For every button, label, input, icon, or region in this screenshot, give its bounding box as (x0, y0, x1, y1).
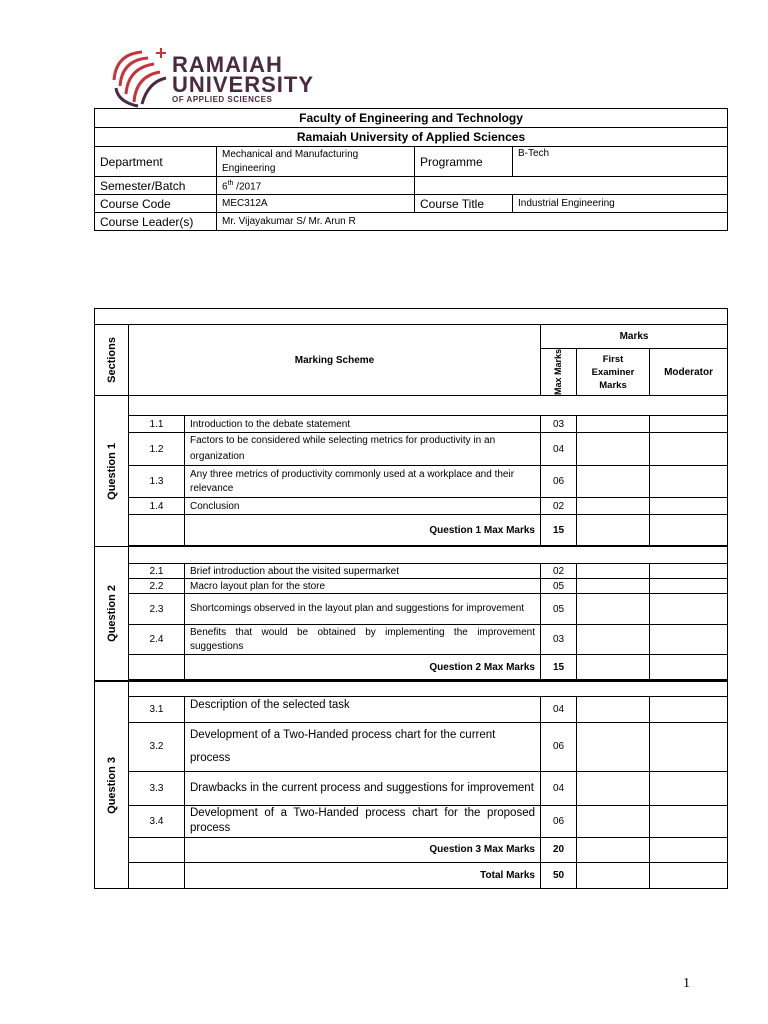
moderator-cell (650, 416, 728, 433)
item-text: Description of the selected task (185, 696, 541, 722)
question-3-total-label: Question 3 Max Marks (185, 837, 541, 862)
item-marks: 06 (541, 466, 577, 498)
table-top-spacer (95, 309, 728, 325)
item-text: Macro layout plan for the store (185, 579, 541, 594)
item-text: Benefits that would be obtained by implementing the improvement suggestions (185, 625, 541, 655)
first-examiner-cell (577, 805, 650, 837)
item-number: 3.4 (129, 805, 185, 837)
item-number: 3.2 (129, 722, 185, 771)
moderator-cell (650, 594, 728, 625)
semester-sup: th (227, 180, 234, 187)
table-row (95, 466, 728, 498)
page-number: 1 (683, 976, 690, 991)
item-marks: 06 (541, 722, 577, 771)
table-row (95, 722, 728, 771)
question-1-total-label: Question 1 Max Marks (185, 515, 541, 546)
first-examiner-cell (577, 771, 650, 805)
first-examiner-cell (577, 837, 650, 862)
item-text: Conclusion (185, 498, 541, 515)
question-2-total-label: Question 2 Max Marks (185, 655, 541, 680)
moderator-cell (650, 655, 728, 680)
item-marks: 05 (541, 579, 577, 594)
empty-cell (415, 177, 728, 195)
item-number: 1.3 (129, 466, 185, 498)
marks-header: Marks (541, 325, 728, 349)
first-examiner-cell (577, 655, 650, 680)
marking-scheme-header: Marking Scheme (129, 325, 541, 396)
course-leader-value: Mr. Vijayakumar S/ Mr. Arun R (217, 213, 728, 231)
question-1-total-row (95, 515, 728, 546)
question-1-spacer (129, 396, 728, 416)
item-marks: 02 (541, 564, 577, 579)
moderator-cell (650, 515, 728, 546)
department-label: Department (95, 147, 217, 177)
programme-value: B-Tech (513, 147, 728, 177)
moderator-cell (650, 466, 728, 498)
question-3-section (95, 681, 129, 889)
question-3-label: Question 3 (105, 756, 118, 814)
item-number: 2.3 (129, 594, 185, 625)
empty-cell (129, 862, 185, 888)
item-marks: 03 (541, 416, 577, 433)
item-number: 3.1 (129, 696, 185, 722)
semester-value (217, 177, 415, 195)
item-marks: 03 (541, 625, 577, 655)
first-examiner-cell (577, 594, 650, 625)
course-info-table (94, 108, 728, 231)
course-title-value: Industrial Engineering (513, 195, 728, 213)
moderator-cell (650, 805, 728, 837)
item-marks: 04 (541, 433, 577, 466)
first-examiner-cell (577, 579, 650, 594)
moderator-header: Moderator (650, 349, 728, 396)
question-3-total: 20 (541, 837, 577, 862)
moderator-cell (650, 498, 728, 515)
table-row (95, 805, 728, 837)
first-examiner-cell (577, 722, 650, 771)
table-row (95, 771, 728, 805)
semester-rest: /2017 (233, 181, 262, 193)
item-text: Factors to be considered while selecting metrics for productivity in an organization (185, 433, 541, 466)
item-text: Shortcomings observed in the layout plan and suggestions for improvement (185, 594, 541, 625)
empty-cell (129, 837, 185, 862)
table-row (95, 579, 728, 594)
table-row (95, 594, 728, 625)
faculty-title: Faculty of Engineering and Technology (95, 109, 728, 128)
first-examiner-cell (577, 564, 650, 579)
first-examiner-cell (577, 498, 650, 515)
empty-cell (129, 515, 185, 546)
table-row (95, 564, 728, 579)
moderator-cell (650, 696, 728, 722)
empty-cell (129, 655, 185, 680)
first-examiner-cell (577, 466, 650, 498)
programme-label: Programme (415, 147, 513, 177)
sections-header-text: Sections (105, 337, 118, 383)
moderator-cell (650, 862, 728, 888)
item-number: 2.4 (129, 625, 185, 655)
semester-num: 6 (222, 181, 228, 193)
first-examiner-cell (577, 696, 650, 722)
item-number: 2.2 (129, 579, 185, 594)
question-1-section (95, 396, 129, 547)
university-title: Ramaiah University of Applied Sciences (95, 128, 728, 147)
table-row (95, 625, 728, 655)
semester-label: Semester/Batch (95, 177, 217, 195)
moderator-cell (650, 433, 728, 466)
first-examiner-cell (577, 625, 650, 655)
grand-total-row (95, 862, 728, 888)
question-3-total-row (95, 837, 728, 862)
course-title-label: Course Title (415, 195, 513, 213)
item-text: Drawbacks in the current process and suggestions for improvement (185, 771, 541, 805)
item-marks: 06 (541, 805, 577, 837)
course-code-value: MEC312A (217, 195, 415, 213)
course-code-label: Course Code (95, 195, 217, 213)
item-text: Brief introduction about the visited supermarket (185, 564, 541, 579)
table-row (95, 416, 728, 433)
moderator-cell (650, 579, 728, 594)
logo-text-ramaiah: RAMAIAH (172, 52, 283, 77)
first-examiner-header: First Examiner Marks (577, 349, 650, 396)
marking-scheme-table (94, 308, 728, 889)
max-marks-header (541, 349, 577, 396)
item-text: Development of a Two-Handed process chart for the current process (185, 722, 541, 771)
first-examiner-cell (577, 515, 650, 546)
item-text: Introduction to the debate statement (185, 416, 541, 433)
item-marks: 02 (541, 498, 577, 515)
moderator-cell (650, 837, 728, 862)
grand-total-label: Total Marks (185, 862, 541, 888)
item-text: Development of a Two-Handed process chart for the proposed process (185, 805, 541, 837)
item-marks: 04 (541, 771, 577, 805)
question-3-spacer (129, 681, 728, 696)
question-1-total: 15 (541, 515, 577, 546)
item-number: 1.1 (129, 416, 185, 433)
logo-text-university: UNIVERSITY (172, 72, 315, 97)
moderator-cell (650, 722, 728, 771)
item-marks: 04 (541, 696, 577, 722)
moderator-cell (650, 564, 728, 579)
item-marks: 05 (541, 594, 577, 625)
table-row (95, 433, 728, 466)
grand-total: 50 (541, 862, 577, 888)
first-examiner-cell (577, 862, 650, 888)
question-2-total-row (95, 655, 728, 680)
question-2-total: 15 (541, 655, 577, 680)
question-1-label: Question 1 (105, 442, 118, 500)
max-marks-header-text: Max Marks (553, 349, 563, 396)
table-row (95, 498, 728, 515)
table-row (95, 696, 728, 722)
course-leader-label: Course Leader(s) (95, 213, 217, 231)
moderator-cell (650, 625, 728, 655)
logo-text-applied-sciences: OF APPLIED SCIENCES (172, 95, 273, 104)
item-number: 1.4 (129, 498, 185, 515)
department-value: Mechanical and Manufacturing Engineering (217, 147, 415, 177)
moderator-cell (650, 771, 728, 805)
item-number: 3.3 (129, 771, 185, 805)
question-2-section (95, 547, 129, 682)
question-2-spacer (129, 547, 728, 564)
item-number: 2.1 (129, 564, 185, 579)
first-examiner-cell (577, 433, 650, 466)
item-text: Any three metrics of productivity commonly used at a workplace and their relevance (185, 466, 541, 498)
item-number: 1.2 (129, 433, 185, 466)
question-2-label: Question 2 (105, 585, 118, 642)
sections-header (95, 325, 129, 396)
first-examiner-cell (577, 416, 650, 433)
